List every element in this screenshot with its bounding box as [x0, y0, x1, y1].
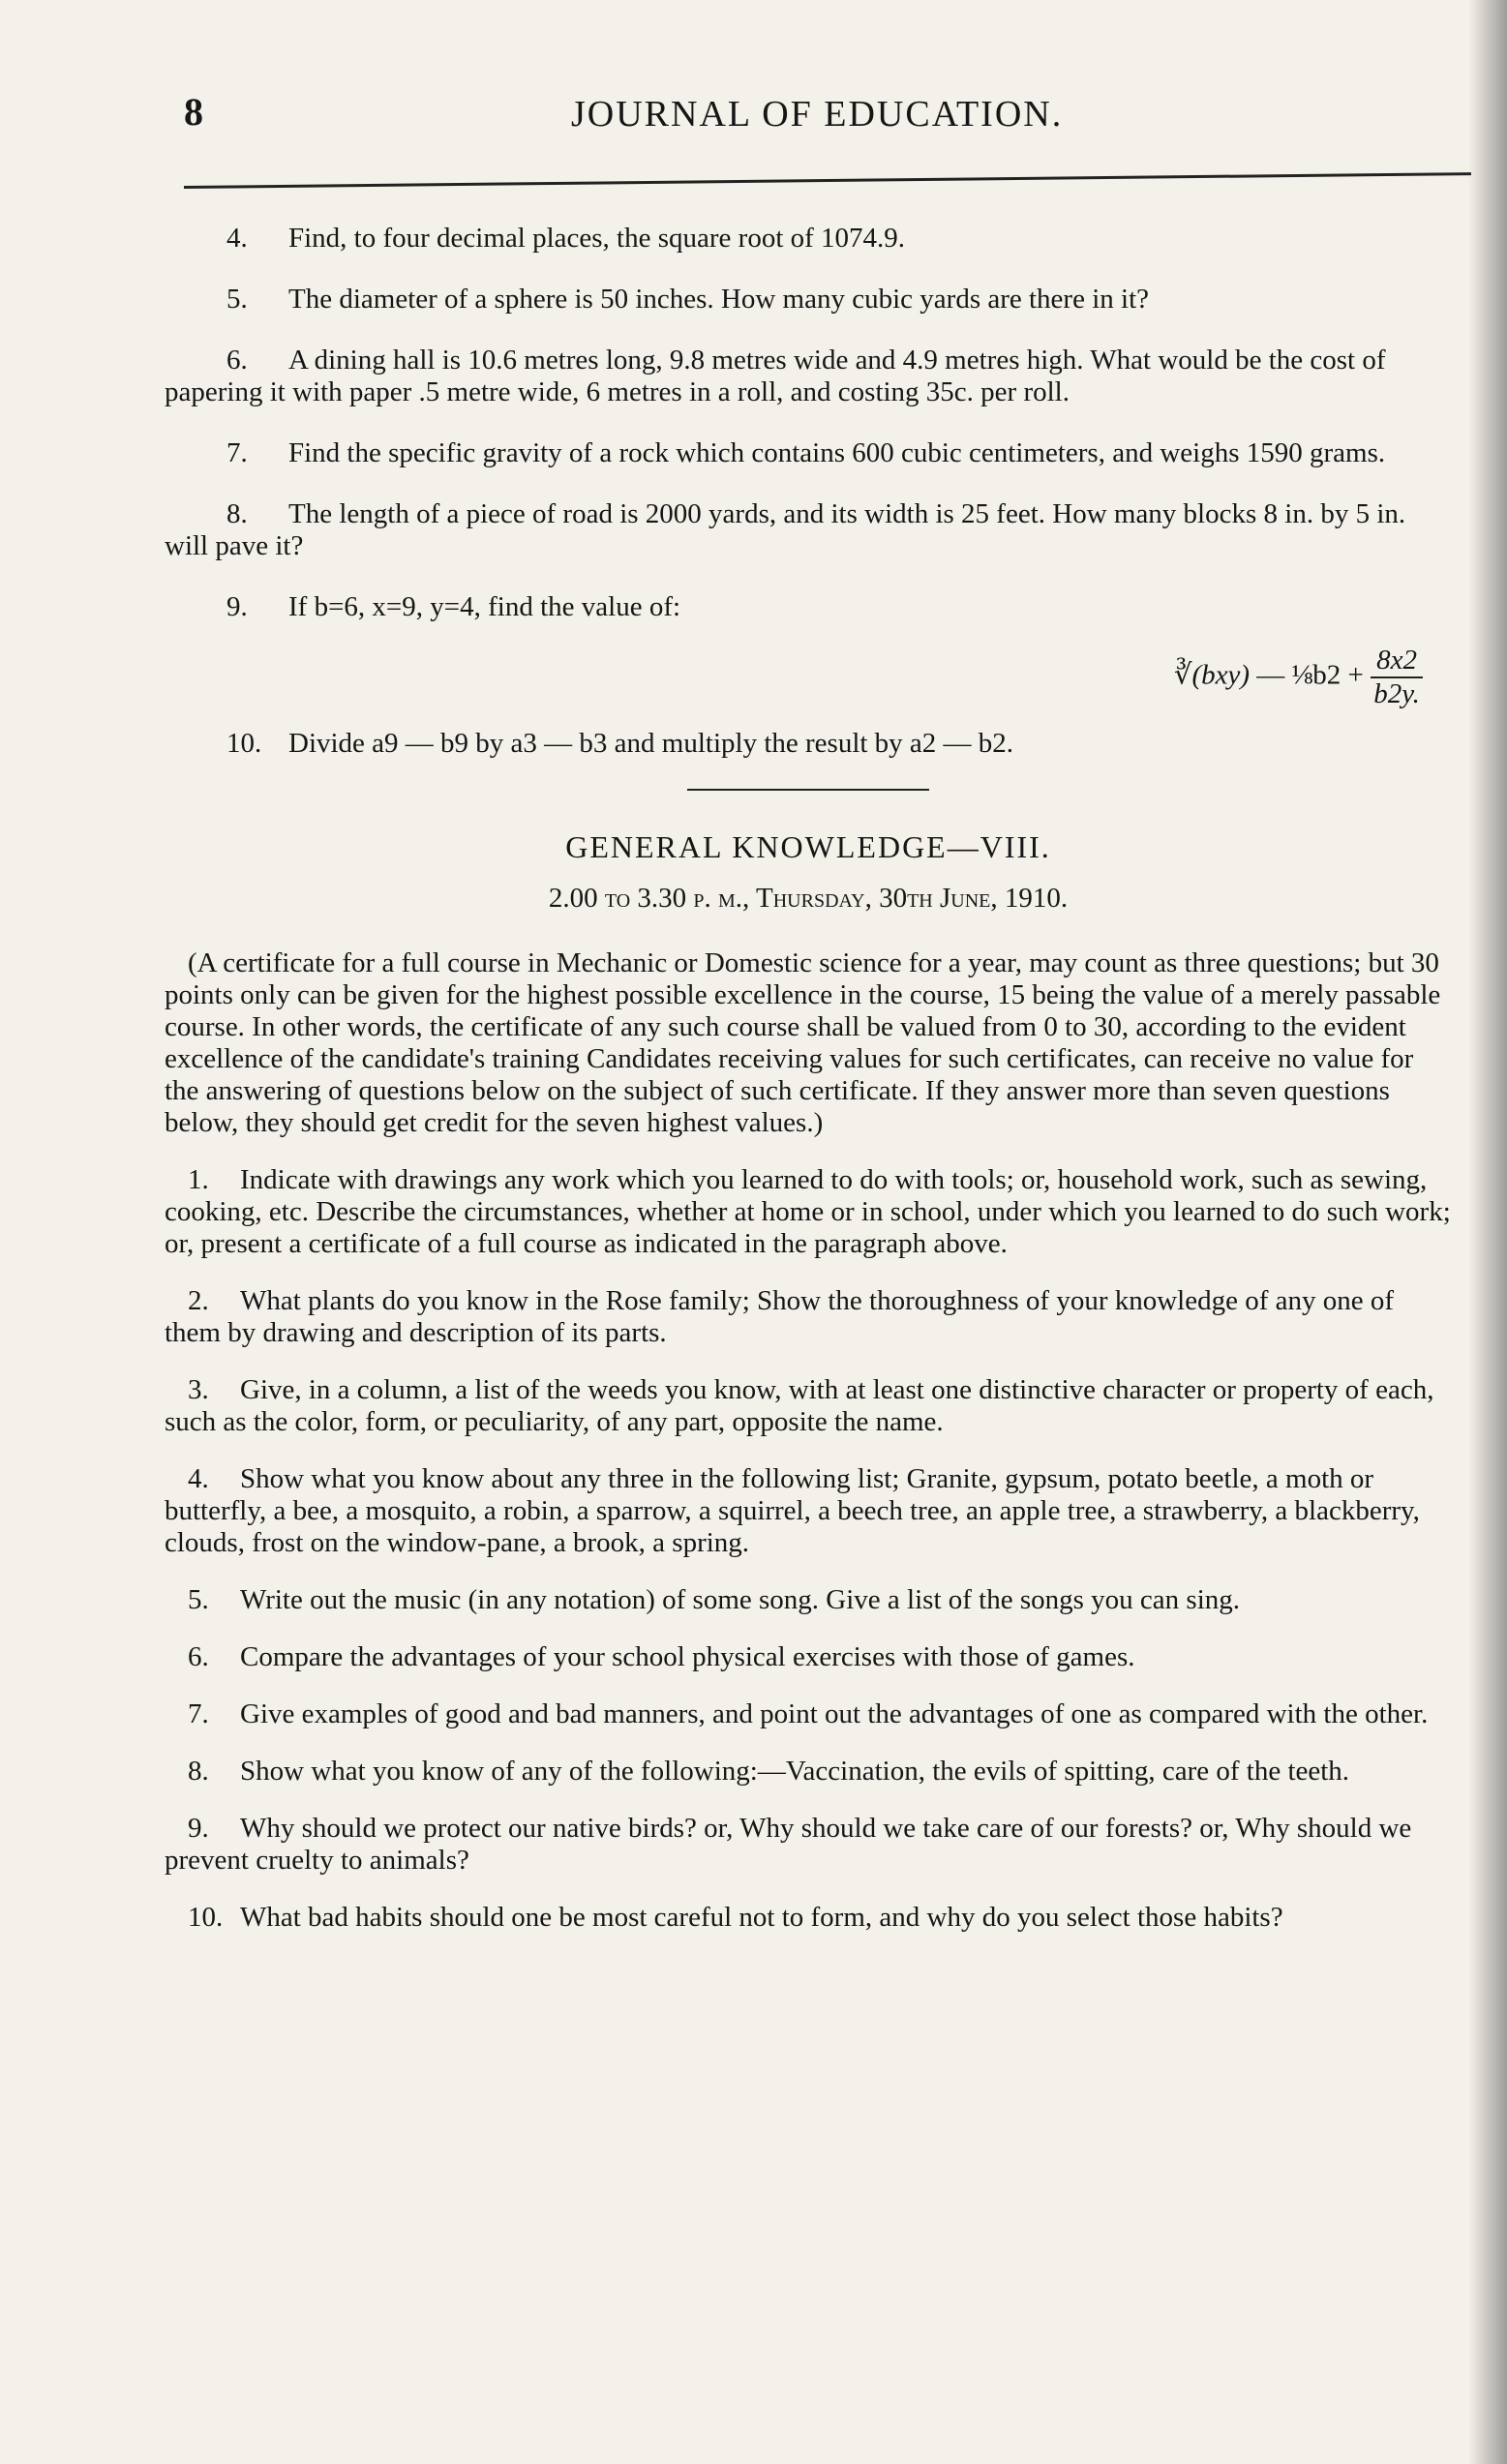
question-5	[165, 284, 1452, 316]
gk-question-1	[165, 1164, 1452, 1260]
question-number: 8.	[226, 498, 248, 529]
question-text: What bad habits should one be most careful not to form, and why do you select those habits?	[240, 1902, 1283, 1933]
gk-question-10	[165, 1902, 1452, 1934]
question-text: A dining hall is 10.6 metres long, 9.8 metres wide and 4.9 metres high. What would be the cost of papering it with paper .5 metre wide, 6 metres in a roll, and costing 35c. per roll.	[165, 345, 1386, 407]
math-expression	[165, 645, 1423, 710]
gk-question-5	[165, 1584, 1452, 1616]
question-number: 10.	[188, 1902, 224, 1933]
question-text: Give examples of good and bad manners, and point out the advantages of one as compared with the other.	[240, 1698, 1429, 1729]
question-4	[165, 223, 1452, 255]
question-text: Write out the music (in any notation) of some song. Give a list of the songs you can sing.	[240, 1584, 1240, 1615]
radicand: (bxy)	[1191, 659, 1251, 691]
gk-question-6	[165, 1641, 1452, 1673]
question-number: 7.	[188, 1698, 209, 1729]
section-subtitle: 2.00 to 3.30 p. m., Thursday, 30th June, 1910.	[548, 883, 1069, 914]
journal-title: JOURNAL OF EDUCATION.	[571, 94, 1064, 135]
gk-question-4	[165, 1463, 1452, 1559]
question-number: 5.	[188, 1584, 209, 1615]
question-number: 6.	[188, 1641, 209, 1672]
page-content	[165, 223, 1452, 1959]
cube-root-symbol: ∛	[1173, 659, 1192, 691]
question-text: The length of a piece of road is 2000 yards, and its width is 25 feet. How many blocks 8 in. by 5 in. will pave it?	[165, 498, 1406, 561]
header-rule	[184, 172, 1471, 189]
fraction	[1371, 645, 1423, 710]
question-number: 9.	[226, 591, 248, 622]
question-text: The diameter of a sphere is 50 inches. How many cubic yards are there in it?	[288, 284, 1150, 315]
general-knowledge-questions	[165, 1164, 1452, 1934]
gk-question-3	[165, 1374, 1452, 1438]
denominator: b2y.	[1373, 678, 1420, 709]
question-9	[165, 591, 1452, 623]
section-divider	[687, 789, 929, 791]
gk-question-8	[165, 1756, 1452, 1788]
question-number: 1.	[188, 1164, 209, 1195]
question-number: 10.	[226, 728, 262, 759]
gk-question-9	[165, 1813, 1452, 1877]
gk-question-7	[165, 1698, 1452, 1730]
question-number: 3.	[188, 1374, 209, 1405]
question-6	[165, 345, 1452, 408]
page-header	[184, 89, 1442, 147]
question-text: Why should we protect our native birds? or, Why should we take care of our forests? or, Why should we prevent cruelty to animals?	[165, 1813, 1412, 1876]
page-edge-shadow	[1468, 0, 1507, 2464]
question-number: 9.	[188, 1813, 209, 1844]
gk-question-2	[165, 1285, 1452, 1349]
question-10	[165, 728, 1452, 760]
question-7	[165, 437, 1452, 469]
question-text: If b=6, x=9, y=4, find the value of:	[288, 591, 681, 622]
instructions-paragraph: (A certificate for a full course in Mechanic or Domestic science for a year, may count as three questions; but 30 points only can be given for the highest possible excellence in the course, 15 being the value of a merely passable course. In other words, the certificate of any such course shall be valued from 0 to 30, according to the evident excellence of the candidate's training Candidates receiving values for such certificates, can receive no value for the answering of questions below on the subject of such certificate. If they answer more than seven questions below, they should get credit for the seven highest values.)	[165, 947, 1441, 1138]
question-number: 2.	[188, 1285, 209, 1316]
question-text: Show what you know of any of the following:—Vaccination, the evils of spitting, care of the teeth.	[240, 1756, 1350, 1787]
question-number: 6.	[226, 345, 248, 376]
question-text: What plants do you know in the Rose family; Show the thoroughness of your knowledge of any one of them by drawing and description of its parts.	[165, 1285, 1395, 1348]
expression-middle: — ⅛b2 +	[1250, 659, 1371, 691]
question-number: 5.	[226, 284, 248, 315]
question-text: Show what you know about any three in the following list; Granite, gypsum, potato beetle, a moth or butterfly, a bee, a mosquito, a robin, a sparrow, a squirrel, a beech tree, an apple tree, a strawberry, a blackberry, clouds, frost on the window-pane, a brook, a spring.	[165, 1463, 1420, 1558]
page-number: 8	[184, 90, 203, 134]
question-number: 4.	[188, 1463, 209, 1494]
question-number: 8.	[188, 1756, 209, 1787]
question-text: Find the specific gravity of a rock which contains 600 cubic centimeters, and weighs 1590 grams.	[288, 437, 1386, 468]
question-text: Find, to four decimal places, the square root of 1074.9.	[288, 223, 906, 254]
question-text: Divide a9 — b9 by a3 — b3 and multiply the result by a2 — b2.	[288, 728, 1014, 759]
question-text: Give, in a column, a list of the weeds you know, with at least one distinctive character or property of each, such as the color, form, or peculiarity, of any part, opposite the name.	[165, 1374, 1434, 1437]
question-number: 4.	[226, 223, 248, 254]
question-number: 7.	[226, 437, 248, 468]
question-text: Indicate with drawings any work which you learned to do with tools; or, household work, such as sewing, cooking, etc. Describe the circumstances, whether at home or in school, under which you learned to do such work; or, present a certificate of a full course as indicated in the paragraph above.	[165, 1164, 1451, 1259]
question-text: Compare the advantages of your school physical exercises with those of games.	[240, 1641, 1135, 1672]
arithmetic-questions	[165, 223, 1452, 760]
numerator: 8x2	[1371, 645, 1423, 678]
section-title: GENERAL KNOWLEDGE—VIII.	[565, 829, 1051, 864]
question-8	[165, 498, 1452, 562]
